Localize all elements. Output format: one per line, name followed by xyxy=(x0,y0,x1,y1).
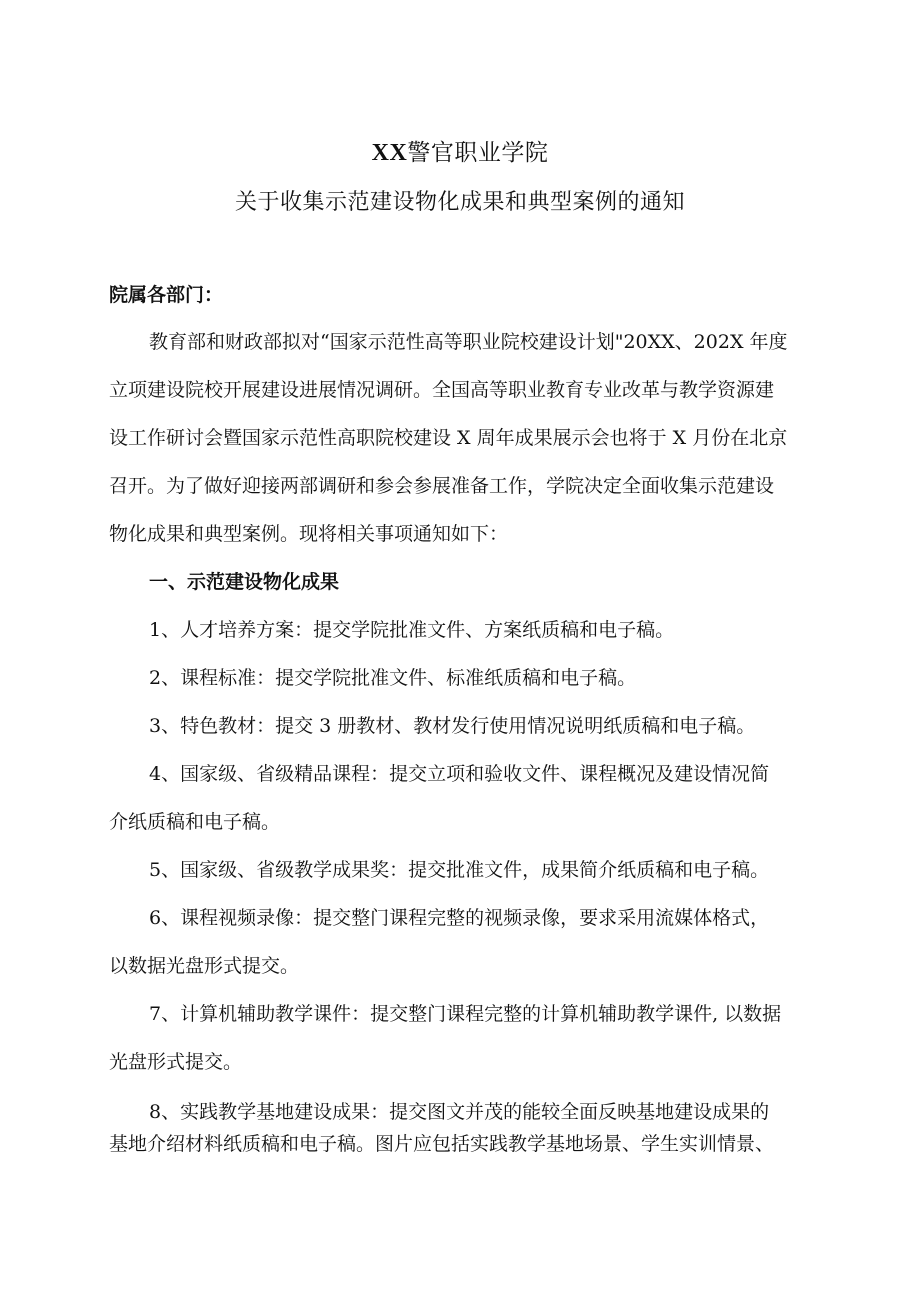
list-item-line: 2、课程标准：提交学院批准文件、标准纸质稿和电子稿。 xyxy=(149,667,637,689)
list-item xyxy=(109,990,811,1086)
list-item-line: 以数据光盘形式提交。 xyxy=(109,955,300,977)
section-heading-text: 一、示范建设物化成果 xyxy=(149,571,340,593)
list-item xyxy=(109,1096,811,1160)
list-item-line: 3、特色教材：提交 3 册教材、教材发行使用情况说明纸质稿和电子稿。 xyxy=(149,715,756,737)
intro-line: 立项建设院校开展建设进展情况调研。全国高等职业教育专业改革与教学资源建 xyxy=(109,379,775,401)
intro-line: 物化成果和典型案例。现将相关事项通知如下： xyxy=(109,523,509,545)
list-item-line: 介纸质稿和电子稿。 xyxy=(109,811,281,833)
intro-paragraph xyxy=(109,318,811,558)
list-item-line: 6、课程视频录像：提交整门课程完整的视频录像，要求采用流媒体格式， xyxy=(149,907,770,929)
list-item xyxy=(109,846,811,894)
title-institution: 警官职业学院 xyxy=(407,140,549,166)
list-item xyxy=(109,606,811,654)
list-item-line: 7、计算机辅助教学课件：提交整门课程完整的计算机辅助教学课件, 以数据 xyxy=(149,1003,782,1025)
list-item xyxy=(109,750,811,846)
list-item xyxy=(109,654,811,702)
section-heading xyxy=(109,558,811,606)
list-item xyxy=(109,894,811,990)
list-item-line: 光盘形式提交。 xyxy=(109,1051,243,1073)
list-item xyxy=(109,702,811,750)
intro-line: 教育部和财政部拟对“国家示范性高等职业院校建设计划"20XX、202X 年度 xyxy=(149,331,788,353)
list-item-line: 4、国家级、省级精品课程：提交立项和验收文件、课程概况及建设情况简 xyxy=(149,763,770,785)
list-item-line: 1、人才培养方案：提交学院批准文件、方案纸质稿和电子稿。 xyxy=(149,619,675,641)
document-title-line2: 关于收集示范建设物化成果和典型案例的通知 xyxy=(234,190,685,215)
title-prefix: XX xyxy=(371,140,408,166)
document-title-line1 xyxy=(0,134,920,167)
list-item-line: 8、实践教学基地建设成果：提交图文并茂的能较全面反映基地建设成果的 xyxy=(149,1101,770,1123)
list-item-line: 5、国家级、省级教学成果奖：提交批准文件，成果简介纸质稿和电子稿。 xyxy=(149,859,770,881)
salutation: 院属各部门： xyxy=(109,284,224,306)
list-item-line: 基地介绍材料纸质稿和电子稿。图片应包括实践教学基地场景、学生实训情景、 xyxy=(109,1133,775,1155)
intro-line: 设工作研讨会暨国家示范性高职院校建设 X 周年成果展示会也将于 X 月份在北京 xyxy=(109,427,788,449)
intro-line: 召开。为了做好迎接两部调研和参会参展准备工作，学院决定全面收集示范建设 xyxy=(109,475,775,497)
